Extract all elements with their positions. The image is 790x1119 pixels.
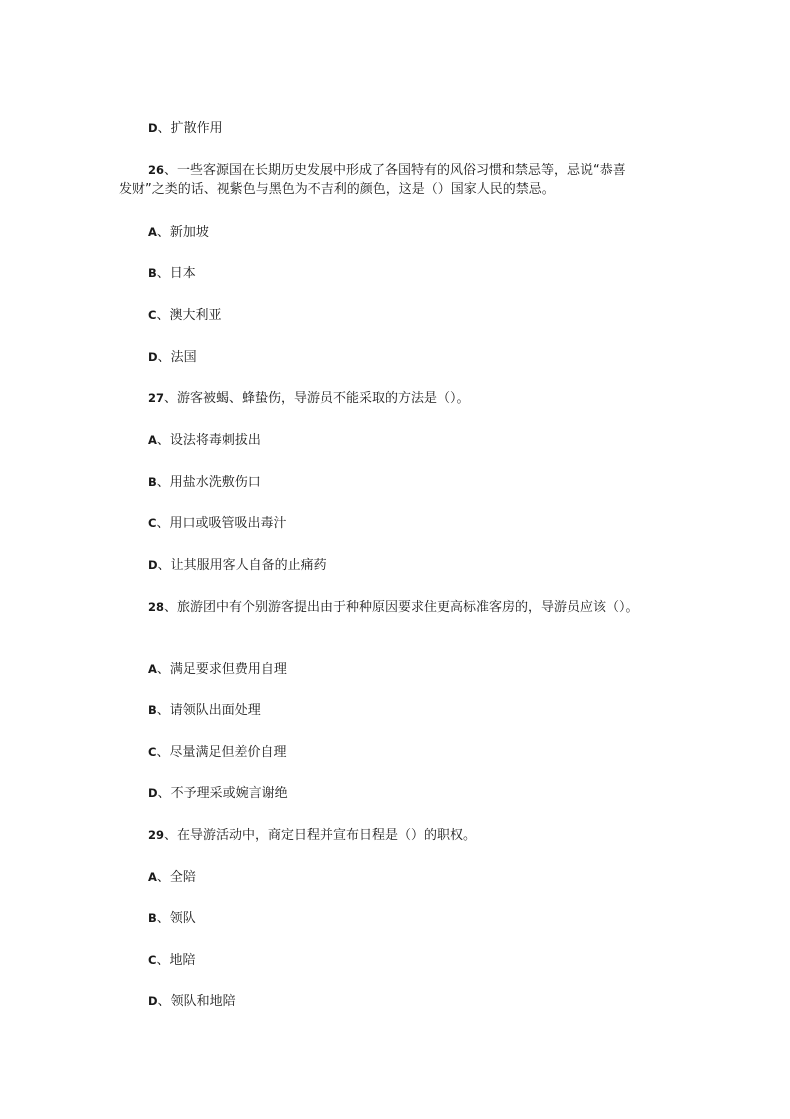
option-separator: 、: [156, 911, 170, 926]
option-label: D: [148, 786, 158, 800]
option-separator: 、: [156, 266, 170, 281]
question-26-stem-line1: [148, 160, 626, 181]
question-separator: 、: [164, 600, 178, 615]
option-label: C: [148, 745, 157, 759]
option-label: A: [148, 870, 157, 884]
option-text: 全陪: [169, 870, 196, 885]
question-separator: 、: [164, 391, 178, 406]
option-label: A: [148, 433, 157, 447]
option-separator: 、: [156, 662, 170, 677]
option-label: C: [148, 308, 157, 322]
option-27-c: [148, 513, 286, 534]
option-28-d: [148, 783, 288, 804]
question-separator: 、: [164, 828, 178, 843]
option-separator: 、: [157, 558, 171, 573]
option-separator: 、: [157, 121, 171, 136]
option-27-a: [148, 430, 261, 451]
option-text: 地陪: [169, 953, 196, 968]
option-separator: 、: [156, 953, 170, 968]
option-separator: 、: [156, 745, 170, 760]
question-separator: 、: [164, 163, 178, 178]
option-text: 用口或吸管吸出毒汁: [169, 516, 287, 531]
option-28-a: [148, 659, 287, 680]
option-28-b: [148, 700, 261, 721]
option-27-d: [148, 555, 327, 576]
option-separator: 、: [156, 225, 170, 240]
option-25-d: [148, 118, 223, 139]
question-number: 29: [148, 828, 165, 842]
option-26-c: [148, 305, 221, 326]
option-text: 请领队出面处理: [169, 703, 261, 718]
option-separator: 、: [156, 475, 170, 490]
option-28-c: [148, 742, 286, 763]
option-26-a: [148, 222, 209, 243]
option-29-c: [148, 950, 195, 971]
option-separator: 、: [156, 308, 170, 323]
option-label: B: [148, 266, 157, 280]
option-separator: 、: [156, 516, 170, 531]
question-number: 28: [148, 600, 165, 614]
option-label: D: [148, 121, 158, 135]
question-text: 旅游团中有个别游客提出由于种种原因要求住更高标准客房的，导游员应该（）。: [177, 600, 639, 615]
option-separator: 、: [156, 433, 170, 448]
option-separator: 、: [156, 870, 170, 885]
option-text: 满足要求但费用自理: [169, 662, 287, 677]
question-number: 27: [148, 391, 165, 405]
option-29-b: [148, 908, 196, 929]
option-text: 日本: [169, 266, 196, 281]
option-label: D: [148, 350, 158, 364]
question-28-stem: [148, 597, 639, 618]
option-text: 新加坡: [169, 225, 209, 240]
option-text: 用盐水洗敷伤口: [169, 475, 261, 490]
option-text: 设法将毒刺拔出: [169, 433, 261, 448]
option-label: B: [148, 475, 157, 489]
question-text: 游客被蝎、蜂蛰伤，导游员不能采取的方法是（）。: [177, 391, 470, 406]
question-27-stem: [148, 388, 470, 409]
question-text-continued: 发财”之类的话、视紫色与黑色为不吉利的颜色，这是（）国家人民的禁忌。: [119, 182, 555, 197]
option-29-d: [148, 991, 236, 1012]
option-26-b: [148, 263, 196, 284]
option-text: 扩散作用: [170, 121, 223, 136]
option-text: 不予理采或婉言谢绝: [170, 786, 288, 801]
option-27-b: [148, 472, 261, 493]
option-separator: 、: [157, 994, 171, 1009]
option-label: A: [148, 225, 157, 239]
question-text: 一些客源国在长期历史发展中形成了各国特有的风俗习惯和禁忌等，忌说“恭喜: [177, 163, 626, 178]
option-label: A: [148, 662, 157, 676]
option-label: C: [148, 953, 157, 967]
option-separator: 、: [157, 350, 171, 365]
option-separator: 、: [156, 703, 170, 718]
option-text: 领队和地陪: [170, 994, 236, 1009]
option-label: B: [148, 703, 157, 717]
option-label: D: [148, 558, 158, 572]
option-text: 让其服用客人自备的止痛药: [170, 558, 327, 573]
option-29-a: [148, 867, 196, 888]
option-text: 法国: [170, 350, 197, 365]
question-29-stem: [148, 825, 476, 846]
question-text: 在导游活动中，商定日程并宣布日程是（）的职权。: [177, 828, 477, 843]
option-label: C: [148, 516, 157, 530]
option-text: 尽量满足但差价自理: [169, 745, 287, 760]
option-text: 澳大利亚: [169, 308, 222, 323]
question-number: 26: [148, 163, 165, 177]
option-text: 领队: [169, 911, 196, 926]
option-separator: 、: [157, 786, 171, 801]
option-26-d: [148, 347, 197, 368]
option-label: B: [148, 911, 157, 925]
option-label: D: [148, 994, 158, 1008]
question-26-stem-line2: [119, 180, 555, 200]
